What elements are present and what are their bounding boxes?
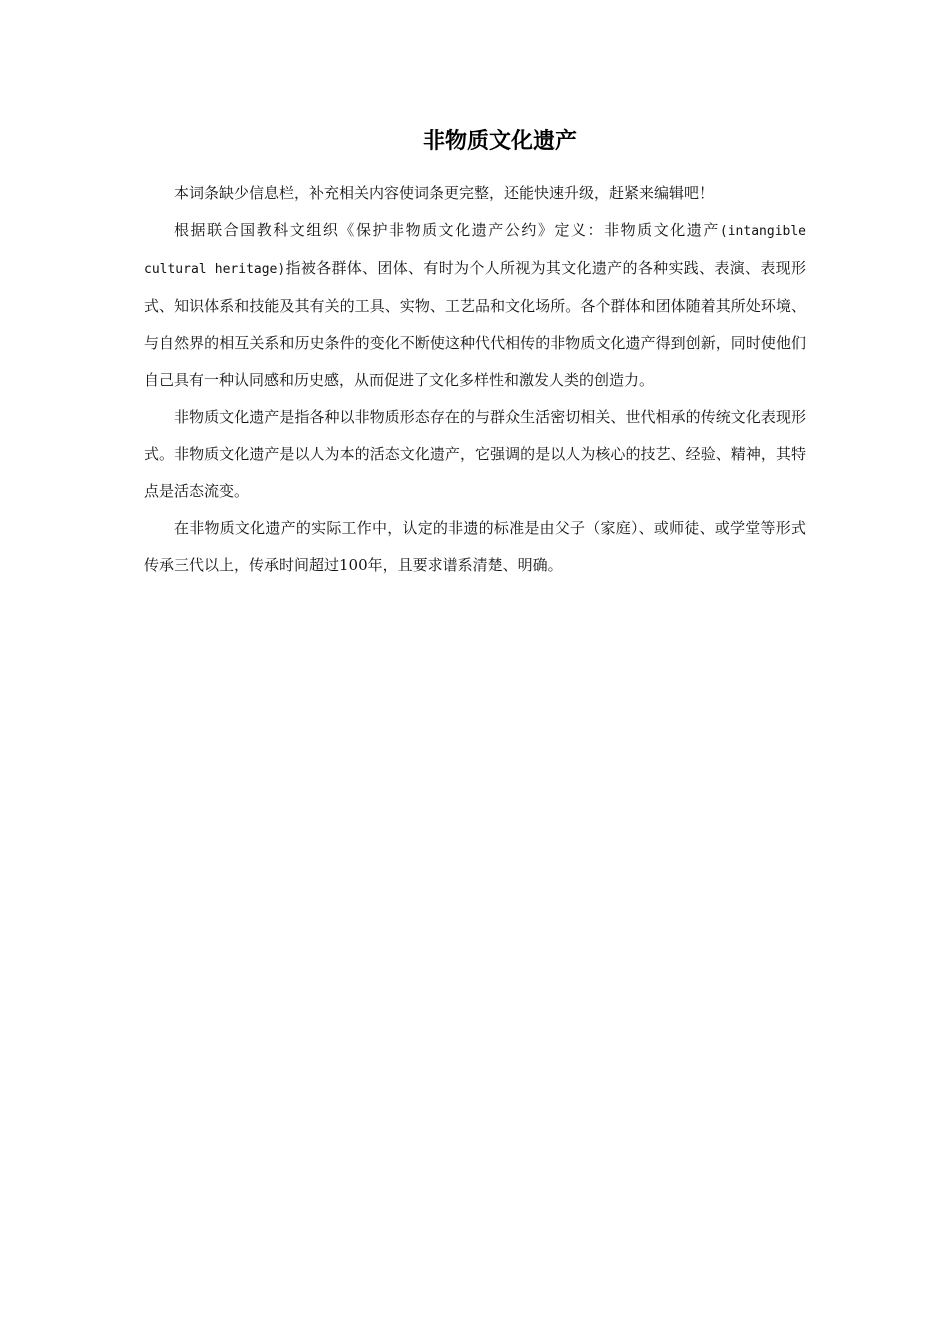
document-title: 非物质文化遗产 <box>422 129 577 154</box>
paragraph-definition <box>144 212 806 399</box>
paragraph-notice: 本词条缺少信息栏，补充相关内容使词条更完整，还能快速升级，赶紧来编辑吧！ <box>174 184 715 202</box>
definition-intro-text: 根据联合国教科文组织《保护非物质文化遗产公约》定义：非物质文化遗产 <box>174 221 720 239</box>
paragraph-criteria: 在非物质文化遗产的实际工作中，认定的非遗的标准是由父子（家庭）、或师徒、或学堂等形式传承三代以上，传承时间超过100年，且要求谱系清楚、明确。 <box>144 519 806 574</box>
english-term: (intangible cultural heritage) <box>144 224 806 277</box>
paragraph-description: 非物质文化遗产是指各种以非物质形态存在的与群众生活密切相关、世代相承的传统文化表现形式。非物质文化遗产是以人为本的活态文化遗产，它强调的是以人为核心的技艺、经验、精神，其特点是活态流变。 <box>144 408 806 500</box>
document-body <box>144 175 806 584</box>
definition-body-text: 指被各群体、团体、有时为个人所视为其文化遗产的各种实践、表演、表现形式、知识体系和技能及其有关的工具、实物、工艺品和文化场所。各个群体和团体随着其所处环境、与自然界的相互关系和历史条件的变化不断使这种代代相传的非物质文化遗产得到创新，同时使他们自己具有一种认同感和历史感，从而促进了文化多样性和激发人类的创造力。 <box>144 259 806 389</box>
